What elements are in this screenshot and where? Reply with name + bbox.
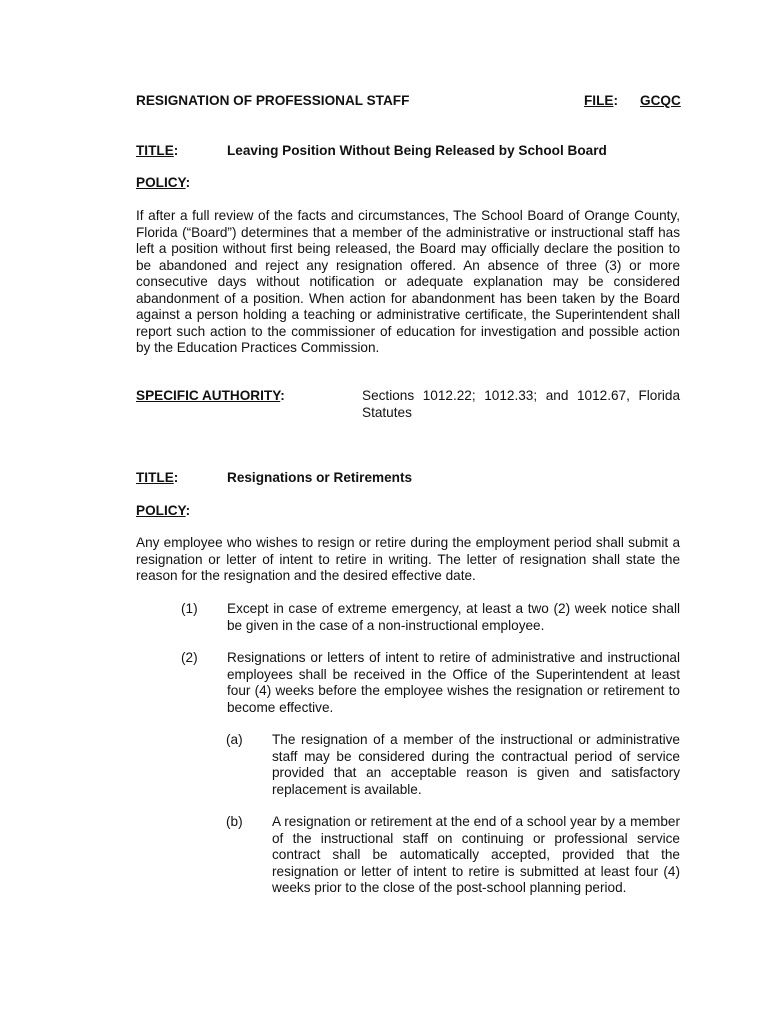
- file-label: [584, 93, 618, 110]
- section2-title-label-text: TITLE: [136, 470, 174, 485]
- file-label-colon: :: [613, 93, 618, 108]
- specific-authority-label-text: SPECIFIC AUTHORITY: [136, 388, 281, 403]
- sublist-item-label: (a): [226, 732, 243, 747]
- section2-title-colon: :: [173, 470, 179, 485]
- section2-title-label: [136, 470, 178, 487]
- list-item-text: Except in case of extreme emergency, at least a two (2) week notice shall be given in the case of a non-instructional employee.: [227, 601, 680, 633]
- sublist-item-label: (b): [226, 814, 243, 829]
- section1-policy-label: [136, 175, 190, 192]
- section1-policy-paragraph: If after a full review of the facts and circumstances, The School Board of Orange County, Florida (“Board”) determines that a member of the administrative or instructional staff has left a position without first being released, the Board may officially declare the position to be abandoned and reject any resignation offered. An absence of three (3) or more consecutive days without notification or adequate explanation may be considered abandonment of a position. When action for abandonment has been taken by the Board against a person holding a teaching or administrative certificate, the Superintendent shall report such action to the commissioner of education for investigation and possible action by the Education Practices Commission.: [136, 208, 680, 355]
- specific-authority-colon: :: [280, 388, 285, 403]
- list-item-number: (1): [181, 601, 198, 616]
- section1-policy-colon: :: [185, 175, 191, 190]
- section1-policy-label-text: POLICY: [136, 175, 186, 190]
- sublist-item-text: The resignation of a member of the instructional or administrative staff may be considered during the contractual period of service provided that an acceptable reason is given and satisfactory replacement is available.: [272, 732, 680, 797]
- document-header-title: RESIGNATION OF PROFESSIONAL STAFF: [136, 93, 410, 108]
- list-item-text: Resignations or letters of intent to retire of administrative and instructional employees shall be received in the Office of the Superintendent at least four (4) weeks before the employee wishes the resignation or retirement to become effective.: [227, 650, 680, 715]
- file-label-text: FILE: [584, 93, 614, 108]
- file-code: GCQC: [640, 93, 681, 108]
- section2-policy-paragraph: Any employee who wishes to resign or retire during the employment period shall submit a resignation or letter of intent to retire in writing. The letter of resignation shall state the reason for the resignation and the desired effective date.: [136, 535, 680, 583]
- list-item-number: (2): [181, 650, 198, 665]
- section1-title-text: Leaving Position Without Being Released by School Board: [227, 143, 607, 158]
- section2-policy-label-text: POLICY: [136, 503, 186, 518]
- section1-title-colon: :: [173, 143, 179, 158]
- section2-title-text: Resignations or Retirements: [227, 470, 413, 485]
- section2-policy-colon: :: [185, 503, 191, 518]
- specific-authority-label: [136, 388, 285, 405]
- section2-policy-label: [136, 503, 190, 520]
- section1-title-label: [136, 143, 178, 160]
- sublist-item-text: A resignation or retirement at the end of a school year by a member of the instructional staff on continuing or professional service contract shall be automatically accepted, provided that the resignation or letter of intent to retire is submitted at least four (4) weeks prior to the close of the post-school planning period.: [272, 814, 680, 895]
- section1-title-label-text: TITLE: [136, 143, 174, 158]
- specific-authority-text: Sections 1012.22; 1012.33; and 1012.67, Florida Statutes: [362, 388, 680, 420]
